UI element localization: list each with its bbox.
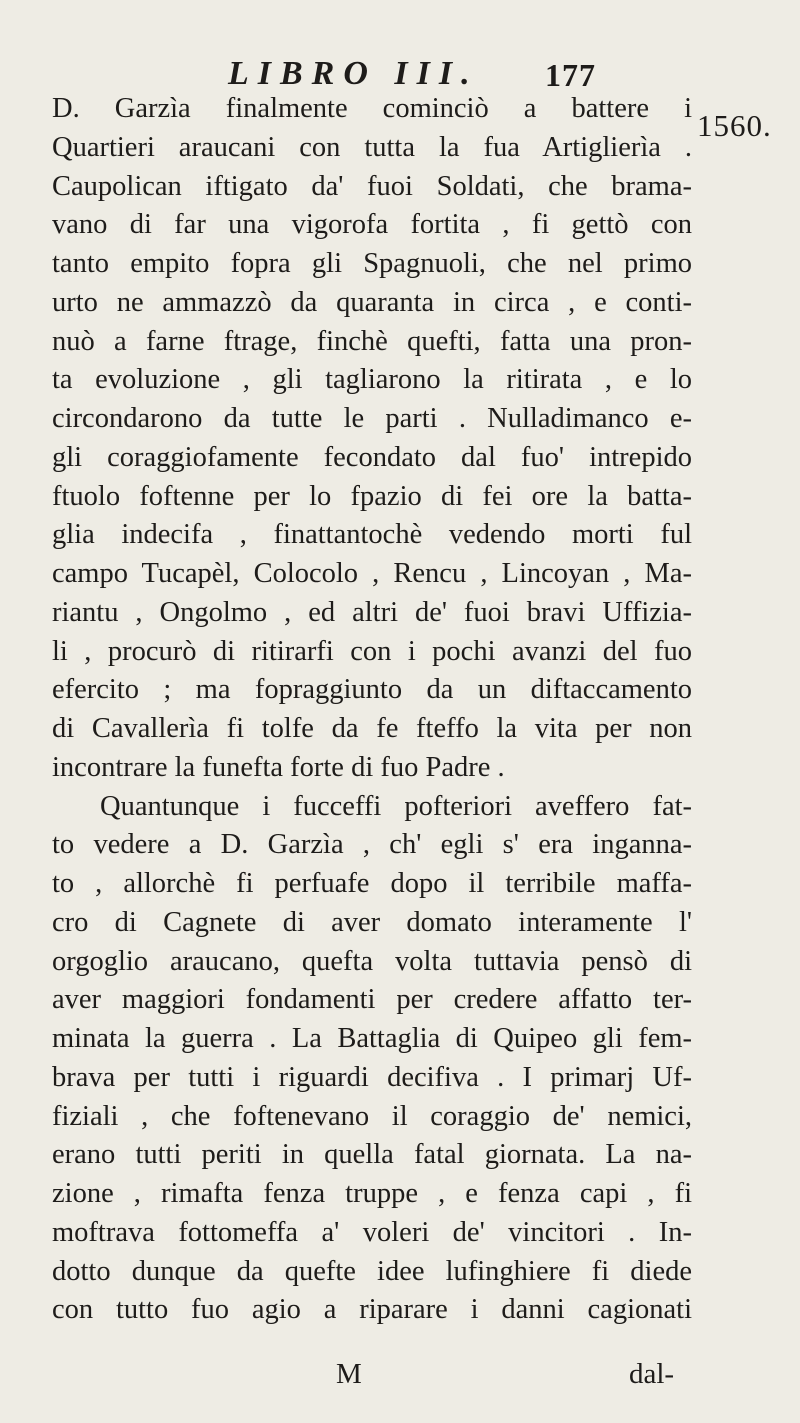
signature-mark: M xyxy=(336,1358,362,1390)
text-line: con tutto fuo agio a riparare i danni cagionati xyxy=(52,1294,692,1326)
text-line: Quartieri araucani con tutta la fua Artiglierìa . xyxy=(52,131,692,163)
text-line: campo Tucapèl, Colocolo , Rencu , Lincoyan , Ma- xyxy=(52,558,692,589)
text-line: li , procurò di ritirarfi con i pochi avanzi del fuo xyxy=(52,635,692,667)
text-line: to vedere a D. Garzìa , ch' egli s' era inganna- xyxy=(52,829,692,861)
text-line: orgoglio araucano, quefta volta tuttavia pensò di xyxy=(52,945,692,977)
text-line: nuò a farne ftrage, finchè quefti, fatta una pron- xyxy=(52,325,692,357)
text-line: aver maggiori fondamenti per credere affatto ter- xyxy=(52,984,692,1016)
text-body xyxy=(52,90,692,1330)
text-line: erano tutti periti in quella fatal giornata. La na- xyxy=(52,1139,692,1171)
text-line: riantu , Ongolmo , ed altri de' fuoi bravi Uffizia- xyxy=(52,596,692,628)
text-line: zione , rimafta fenza truppe , e fenza capi , fi xyxy=(52,1178,692,1209)
text-line: moftrava fottomeffa a' voleri de' vincitori . In- xyxy=(52,1216,692,1248)
text-line: Quantunque i fucceffi pofteriori aveffero fat- xyxy=(100,790,692,822)
text-line: cro di Cagnete di aver domato interamente l' xyxy=(52,906,692,938)
text-line: glia indecifa , finattantochè vedendo morti ful xyxy=(52,519,692,551)
text-line: to , allorchè fi perfuafe dopo il terribile maffa- xyxy=(52,868,692,899)
text-line: brava per tutti i riguardi decifiva . I primarj Uf- xyxy=(52,1061,692,1093)
text-line: circondarono da tutte le parti . Nulladimanco e- xyxy=(52,403,692,434)
margin-year: 1560. xyxy=(697,108,772,143)
text-line: vano di far una vigorofa fortita , fi gettò con xyxy=(52,209,692,241)
text-line: tanto empito fopra gli Spagnuoli, che nel primo xyxy=(52,248,692,279)
text-line: incontrare la funefta forte di fuo Padre . xyxy=(52,751,505,783)
text-line: urto ne ammazzò da quaranta in circa , e conti- xyxy=(52,286,692,318)
page-number: 177 xyxy=(545,57,596,93)
text-line: minata la guerra . La Battaglia di Quipeo gli fem- xyxy=(52,1023,692,1054)
text-line: efercito ; ma fopraggiunto da un diftaccamento xyxy=(52,674,692,706)
text-line: dotto dunque da quefte idee lufinghiere fi diede xyxy=(52,1255,692,1287)
text-line: di Cavallerìa fi tolfe da fe fteffo la vita per non xyxy=(52,713,692,744)
text-line: D. Garzìa finalmente cominciò a battere i xyxy=(52,93,692,124)
page-header xyxy=(0,55,800,91)
page-footer xyxy=(0,1358,800,1398)
text-line: gli coraggiofamente fecondato dal fuo' intrepido xyxy=(52,441,692,473)
text-line: Caupolican iftigato da' fuoi Soldati, che brama- xyxy=(52,170,692,202)
running-title: LIBRO III. xyxy=(228,55,479,92)
text-line: ta evoluzione , gli tagliarono la ritirata , e lo xyxy=(52,364,692,396)
catchword: dal- xyxy=(629,1358,675,1390)
text-line: fiziali , che foftenevano il coraggio de' nemici, xyxy=(52,1100,692,1132)
text-line: ftuolo foftenne per lo fpazio di fei ore la batta- xyxy=(52,480,692,512)
